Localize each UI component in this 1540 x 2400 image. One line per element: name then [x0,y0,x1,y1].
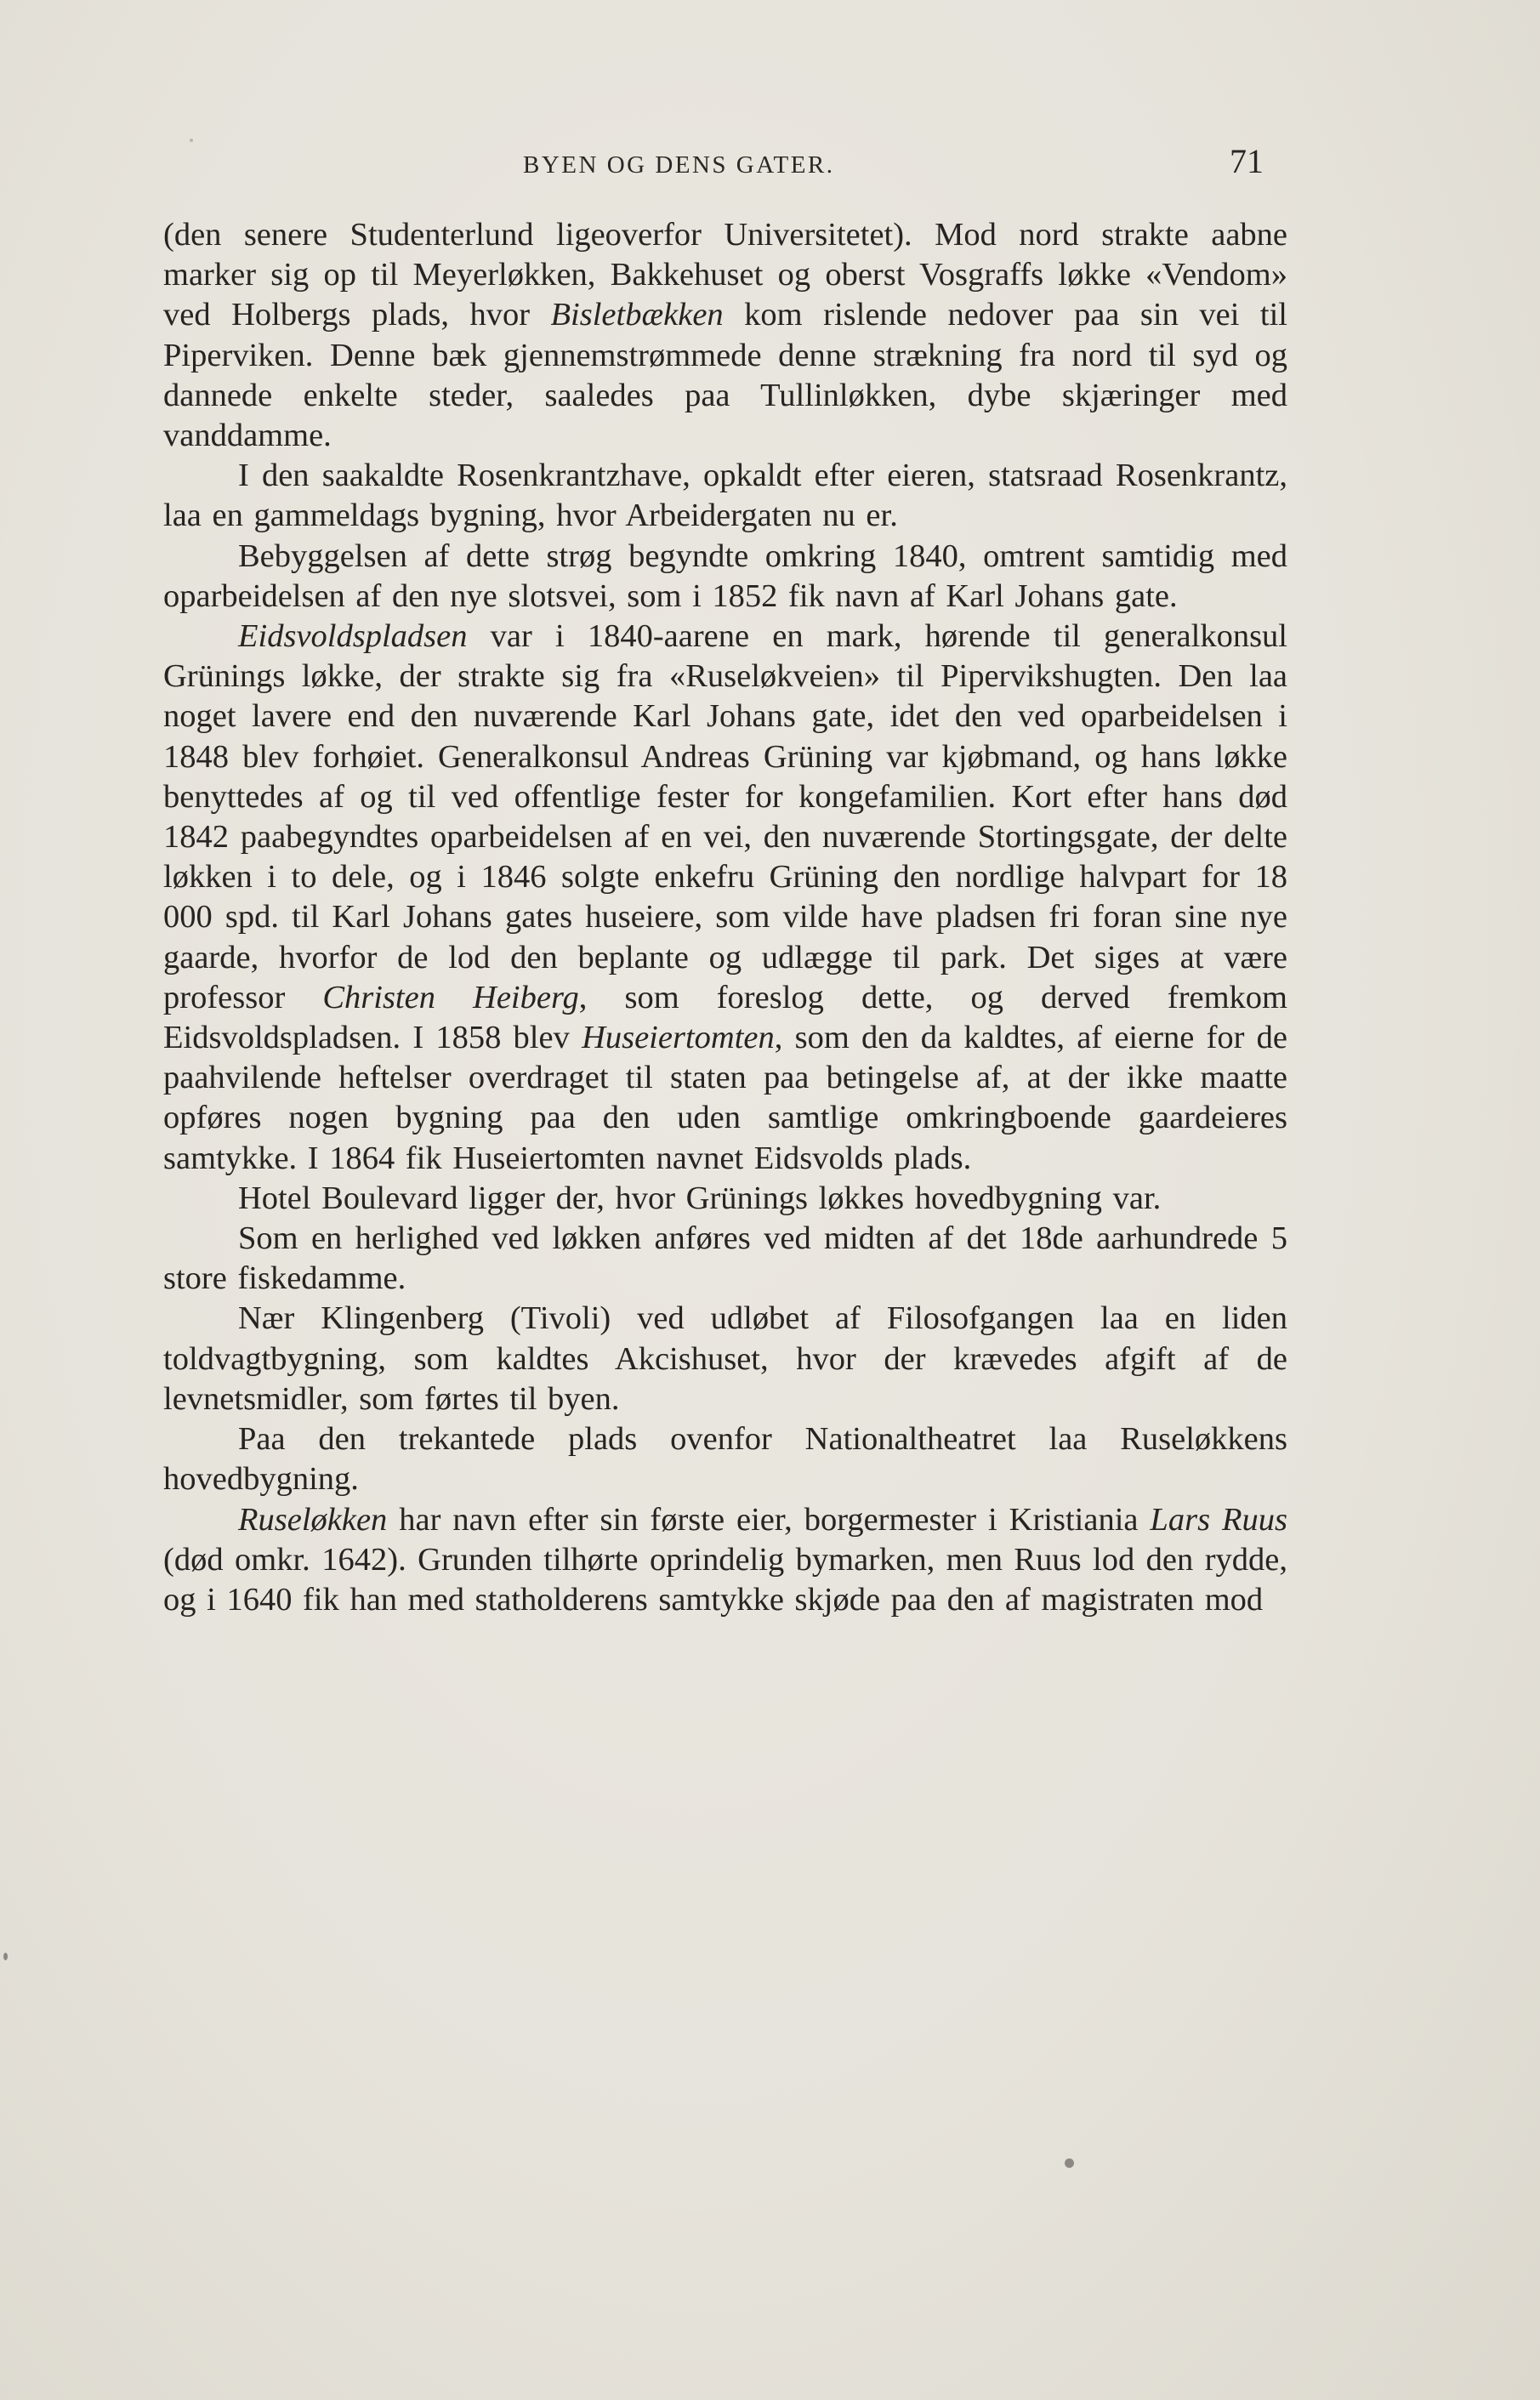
running-head: BYEN OG DENS GATER. [523,151,835,179]
text-run: kom rislende nedover paa sin vei til Piperviken. Denne bæk gjennemstrømmede denne strækning fra nord til syd og dannede enkelte steder, saaledes paa Tullinløkken, dybe skjæringer med vanddamme. [163,297,1288,454]
text-run: I den saakaldte Rosenkrantzhave, opkaldt efter eieren, statsraad Rosenkrantz, laa en gammeldags bygning, hvor Arbeidergaten nu er. [163,458,1287,534]
text-run: Bebyggelsen af dette strøg begyndte omkring 1840, omtrent samtidig med oparbeidelsen af den nye slotsvei, som i 1852 fik navn af Karl Johans gate. [163,537,1287,614]
text-run: , som den da kaldtes, af eierne for de paahvilende heftelser overdraget til staten paa betingelse af, at der ikke maatte opføres nogen bygning paa den uden samtlige omkringboende gaardeieres samtykke. I 1864 fik Huseiertomten navnet Eidsvolds plads. [163,1020,1288,1176]
italic-name: Lars Ruus [1150,1501,1287,1538]
paragraph [163,537,1287,617]
italic-name: Eidsvoldspladsen [238,618,468,655]
text-run: Paa den trekantede plads ovenfor Nationaltheatret laa Ruseløkkens hovedbygning. [163,1421,1287,1498]
text-run: Som en herlighed ved løkken anføres ved midten af det 18de aarhundrede 5 store fiskedamme. [163,1220,1287,1297]
paper-speck [1065,2158,1074,2168]
text-run: var i 1840-aarene en mark, hørende til generalkonsul Grünings løkke, der strakte sig fra «Ruseløkveien» til Pipervikshugten. Den laa noget lavere end den nuværende Karl Johans gate, idet den ved oparbeidelsen i 1848 blev forhøiet. Generalkonsul Andreas Grüning var kjøbmand, og hans løkke benyttedes af og til ved offentlige fester for kongefamilien. Kort efter hans død 1842 paabegyndtes oparbeidelsen af en vei, den nuværende Stortingsgate, der delte løkken i to dele, og i 1846 solgte enkefru Grüning den nordlige halvpart for 18 000 spd. til Karl Johans gates huseiere, som vilde have pladsen fri foran sine nye gaarde, hvorfor de lod den beplante og udlægge til park. Det siges at være professor [163,618,1287,1015]
body-text [163,215,1287,1620]
paragraph [163,1419,1287,1499]
paper-speck [3,1953,8,1960]
paragraph [163,1299,1287,1419]
paragraph [163,1219,1287,1299]
text-run: (død omkr. 1642). Grunden tilhørte oprindelig bymarken, men Ruus lod den rydde, og i 1640 fik han med statholderens samtykke skjøde paa den af magistraten mod [163,1541,1287,1618]
italic-name: Ruseløkken [238,1501,388,1538]
paragraph [163,1179,1287,1219]
text-run: (den senere Studenterlund ligeoverfor Universitetet). Mod nord strakte aabne marker sig op til Meyerløkken, Bakkehuset og oberst Vosgraffs løkke «Vendom» ved Holbergs plads, hvor [163,217,1287,333]
paragraph [163,617,1287,1179]
italic-name: Christen Heiberg [322,979,579,1015]
text-run: Hotel Boulevard ligger der, hvor Grünings løkkes hovedbygning var. [238,1180,1162,1216]
page-number: 71 [1230,142,1264,180]
text-run: , som foreslog dette, og derved fremkom Eidsvoldspladsen. I 1858 blev [163,979,1287,1056]
text-run: har navn efter sin første eier, borgermester i Kristiania [387,1501,1151,1538]
paper-speck [190,139,193,142]
paragraph [163,215,1287,456]
text-run: Nær Klingenberg (Tivoli) ved udløbet af Filosofgangen laa en liden toldvagtbygning, som kaldtes Akcishuset, hvor der krævedes afgift af de levnetsmidler, som førtes til byen. [163,1300,1287,1417]
paragraph [163,1500,1287,1621]
page-header [162,142,1293,197]
italic-name: Huseiertomten [582,1020,775,1056]
paragraph [163,456,1287,536]
italic-name: Bisletbækken [550,297,724,333]
